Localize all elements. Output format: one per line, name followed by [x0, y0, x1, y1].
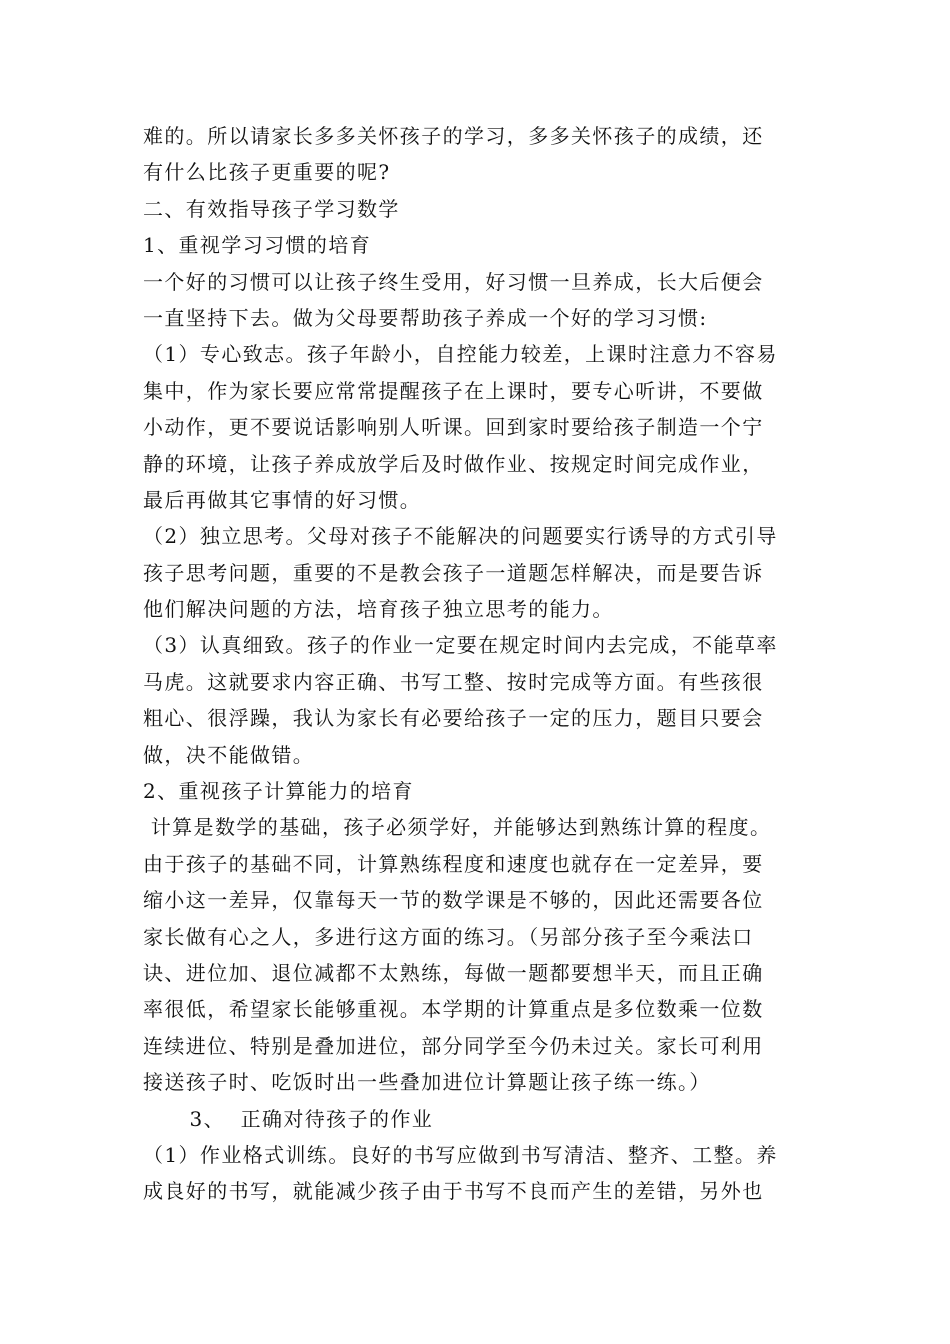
text-line: 难的。所以请家长多多关怀孩子的学习，多多关怀孩子的成绩，还: [143, 124, 764, 148]
section-heading: 二、有效指导孩子学习数学: [143, 196, 400, 221]
text-line: 有什么比孩子更重要的呢?: [143, 160, 391, 185]
text-line: 成良好的书写，就能减少孩子由于书写不良而产生的差错，另外也: [143, 1179, 764, 1204]
text-line: 诀、进位加、退位减都不太熟练，每做一题都要想半天，而且正确: [143, 960, 764, 985]
text-line: 家长做有心之人，多进行这方面的练习。（另部分孩子至今乘法口: [143, 924, 754, 949]
text-line: 孩子思考问题，重要的不是教会孩子一道题怎样解决，而是要告诉: [143, 560, 764, 585]
text-line: 他们解决问题的方法，培育孩子独立思考的能力。: [143, 597, 614, 622]
text-line: 马虎。这就要求内容正确、书写工整、按时完成等方面。有些孩很: [143, 669, 764, 694]
text-line: 缩小这一差异，仅靠每天一节的数学课是不够的，因此还需要各位: [143, 888, 764, 913]
text-line: 最后再做其它事情的好习惯。: [143, 487, 422, 512]
text-line: 小动作，更不要说话影响别人听课。回到家时要给孩子制造一个宁: [143, 415, 764, 440]
document-body: [143, 118, 818, 1210]
list-item-line: （2）独立思考。父母对孩子不能解决的问题要实行诱导的方式引导: [143, 524, 778, 549]
list-item-line: （1）作业格式训练。良好的书写应做到书写清洁、整齐、工整。养: [143, 1142, 778, 1167]
text-line: 做，决不能做错。: [143, 742, 315, 767]
text-line: 计算是数学的基础，孩子必须学好，并能够达到熟练计算的程度。: [143, 815, 772, 840]
text-line: 静的环境，让孩子养成放学后及时做作业、按规定时间完成作业，: [143, 451, 764, 476]
list-item-line: （1）专心致志。孩子年龄小，自控能力较差，上课时注意力不容易: [143, 342, 778, 367]
text-line: 一直坚持下去。做为父母要帮助孩子养成一个好的学习习惯:: [143, 305, 708, 330]
text-line: 接送孩子时、吃饭时出一些叠加进位计算题让孩子练一练。）: [143, 1070, 711, 1095]
text-line: 集中，作为家长要应常常提醒孩子在上课时，要专心听讲，不要做: [143, 378, 764, 403]
text-line: 连续进位、特别是叠加进位，部分同学至今仍未过关。家长可利用: [143, 1033, 764, 1058]
text-line: 由于孩子的基础不同，计算熟练程度和速度也就存在一定差异，要: [143, 851, 764, 876]
text-line: 一个好的习惯可以让孩子终生受用，好习惯一旦养成，长大后便会: [143, 269, 764, 294]
subsection-heading: 3、 正确对待孩子的作业: [143, 1106, 434, 1131]
text-line: 粗心、很浮躁，我认为家长有必要给孩子一定的压力，题目只要会: [143, 706, 764, 731]
subsection-heading: 1、重视学习习惯的培育: [143, 233, 372, 258]
text-line: 率很低，希望家长能够重视。本学期的计算重点是多位数乘一位数: [143, 997, 764, 1022]
subsection-heading: 2、重视孩子计算能力的培育: [143, 779, 414, 804]
list-item-line: （3）认真细致。孩子的作业一定要在规定时间内去完成，不能草率: [143, 633, 778, 658]
